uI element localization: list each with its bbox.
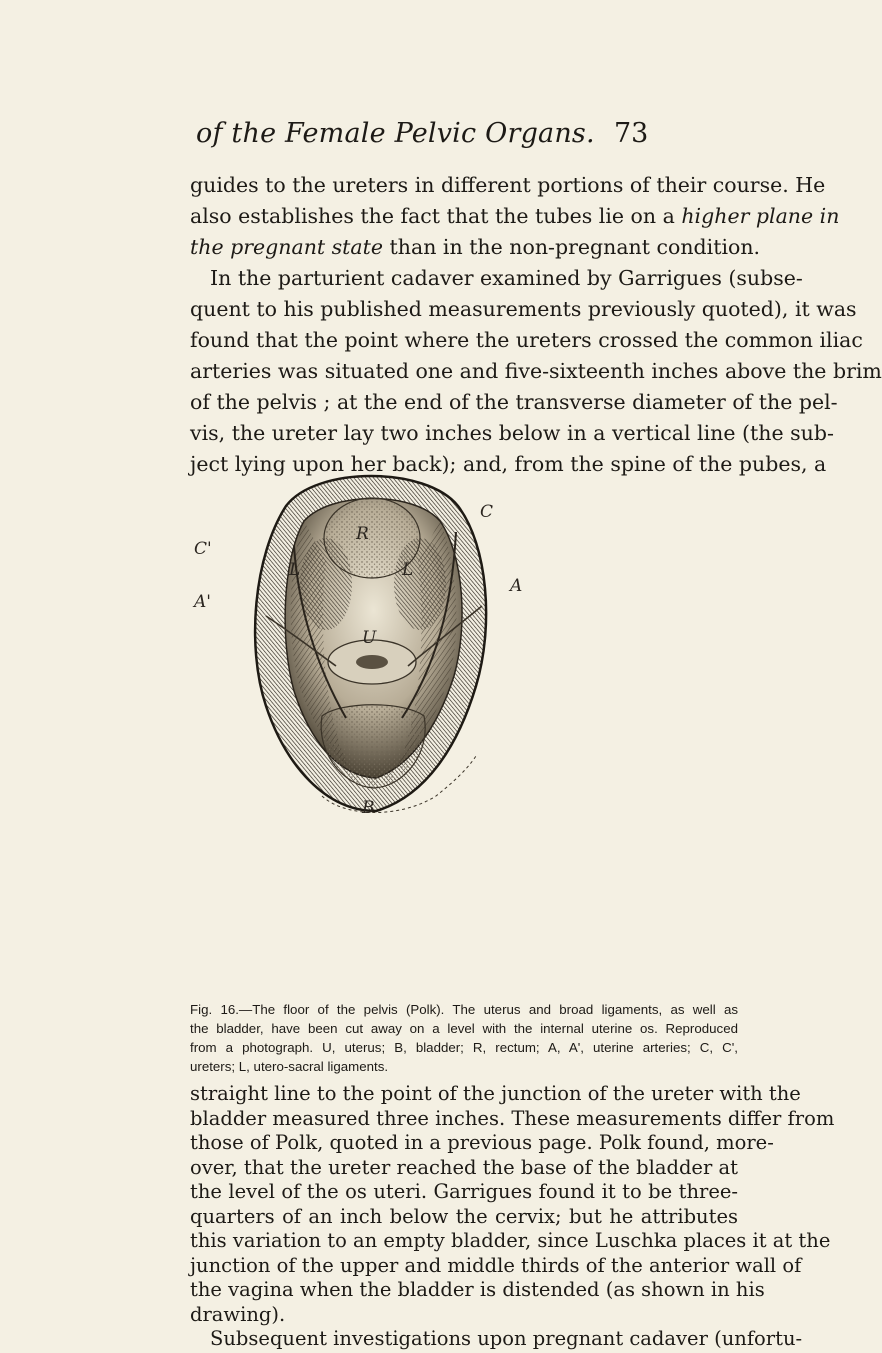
text-line: quent to his published measurements previously quoted), it was bbox=[190, 297, 857, 321]
text-line: junction of the upper and middle thirds of the anterior wall of bbox=[190, 1253, 802, 1277]
caption-line: ureters; L, utero-sacral ligaments. bbox=[190, 1059, 389, 1074]
page-number: 73 bbox=[614, 118, 649, 149]
text-line: arteries was situated one and five-sixteenth inches above the brim bbox=[190, 359, 882, 383]
text-line: this variation to an empty bladder, since Luschka places it at the bbox=[190, 1229, 831, 1252]
text-line: over, that the ureter reached the base of the bladder at bbox=[190, 1155, 738, 1179]
figure-label-b: B bbox=[362, 798, 375, 818]
figure-label-c-prime: C' bbox=[194, 539, 212, 559]
caption-line: Fig. 16.—The floor of the pelvis (Polk). The uterus and broad ligaments, as well as bbox=[190, 1002, 738, 1017]
text-line: the vagina when the bladder is distended (as shown in his bbox=[190, 1278, 765, 1301]
text-line bbox=[190, 232, 761, 263]
italic-span: higher plane in bbox=[681, 204, 840, 228]
text-line: found that the point where the ureters crossed the common iliac bbox=[190, 328, 863, 352]
figure-label-l-right: L bbox=[402, 560, 414, 580]
pelvis-engraving bbox=[194, 466, 523, 826]
figure-label-l-left: L bbox=[289, 560, 301, 580]
text-span: than in the non-pregnant condition. bbox=[389, 235, 761, 259]
text-line: of the pelvis ; at the end of the transverse diameter of the pel- bbox=[190, 390, 838, 414]
running-head bbox=[0, 118, 800, 162]
italic-span: the pregnant state bbox=[190, 235, 383, 259]
text-line: quarters of an inch below the cervix; but he attributes bbox=[190, 1204, 738, 1228]
caption-line: from a photograph. U, uterus; B, bladder; R, rectum; A, A', uterine arteries; C, C', bbox=[190, 1040, 738, 1055]
figure-label-a: A bbox=[510, 576, 523, 596]
text-line: In the parturient cadaver examined by Garrigues (subse- bbox=[210, 266, 803, 290]
text-line bbox=[190, 201, 840, 232]
text-line: ject lying upon her back); and, from the spine of the pubes, a bbox=[190, 452, 827, 476]
text-line: guides to the ureters in different portions of their course. He bbox=[190, 173, 826, 197]
text-span: also establishes the fact that the tubes lie on a bbox=[190, 204, 675, 228]
figure-label-r: R bbox=[356, 524, 369, 544]
caption-line: the bladder, have been cut away on a level with the internal uterine os. Reproduced bbox=[190, 1021, 738, 1036]
text-line: straight line to the point of the junction of the ureter with the bbox=[190, 1082, 801, 1105]
figure-caption bbox=[190, 1000, 738, 1076]
text-line: drawing). bbox=[190, 1302, 286, 1326]
text-line: the level of the os uteri. Garrigues found it to be three- bbox=[190, 1180, 738, 1203]
text-line: Subsequent investigations upon pregnant cadaver (unfortu- bbox=[210, 1327, 803, 1350]
text-line: those of Polk, quoted in a previous page. Polk found, more- bbox=[190, 1131, 774, 1154]
figure-label-u: U bbox=[362, 628, 377, 648]
running-title: of the Female Pelvic Organs. bbox=[196, 118, 595, 149]
figure-label-a-prime: A' bbox=[194, 592, 211, 612]
text-line: vis, the ureter lay two inches below in a vertical line (the sub- bbox=[190, 421, 834, 445]
text-line: bladder measured three inches. These measurements differ from bbox=[190, 1106, 835, 1130]
figure-label-c: C bbox=[480, 502, 494, 522]
